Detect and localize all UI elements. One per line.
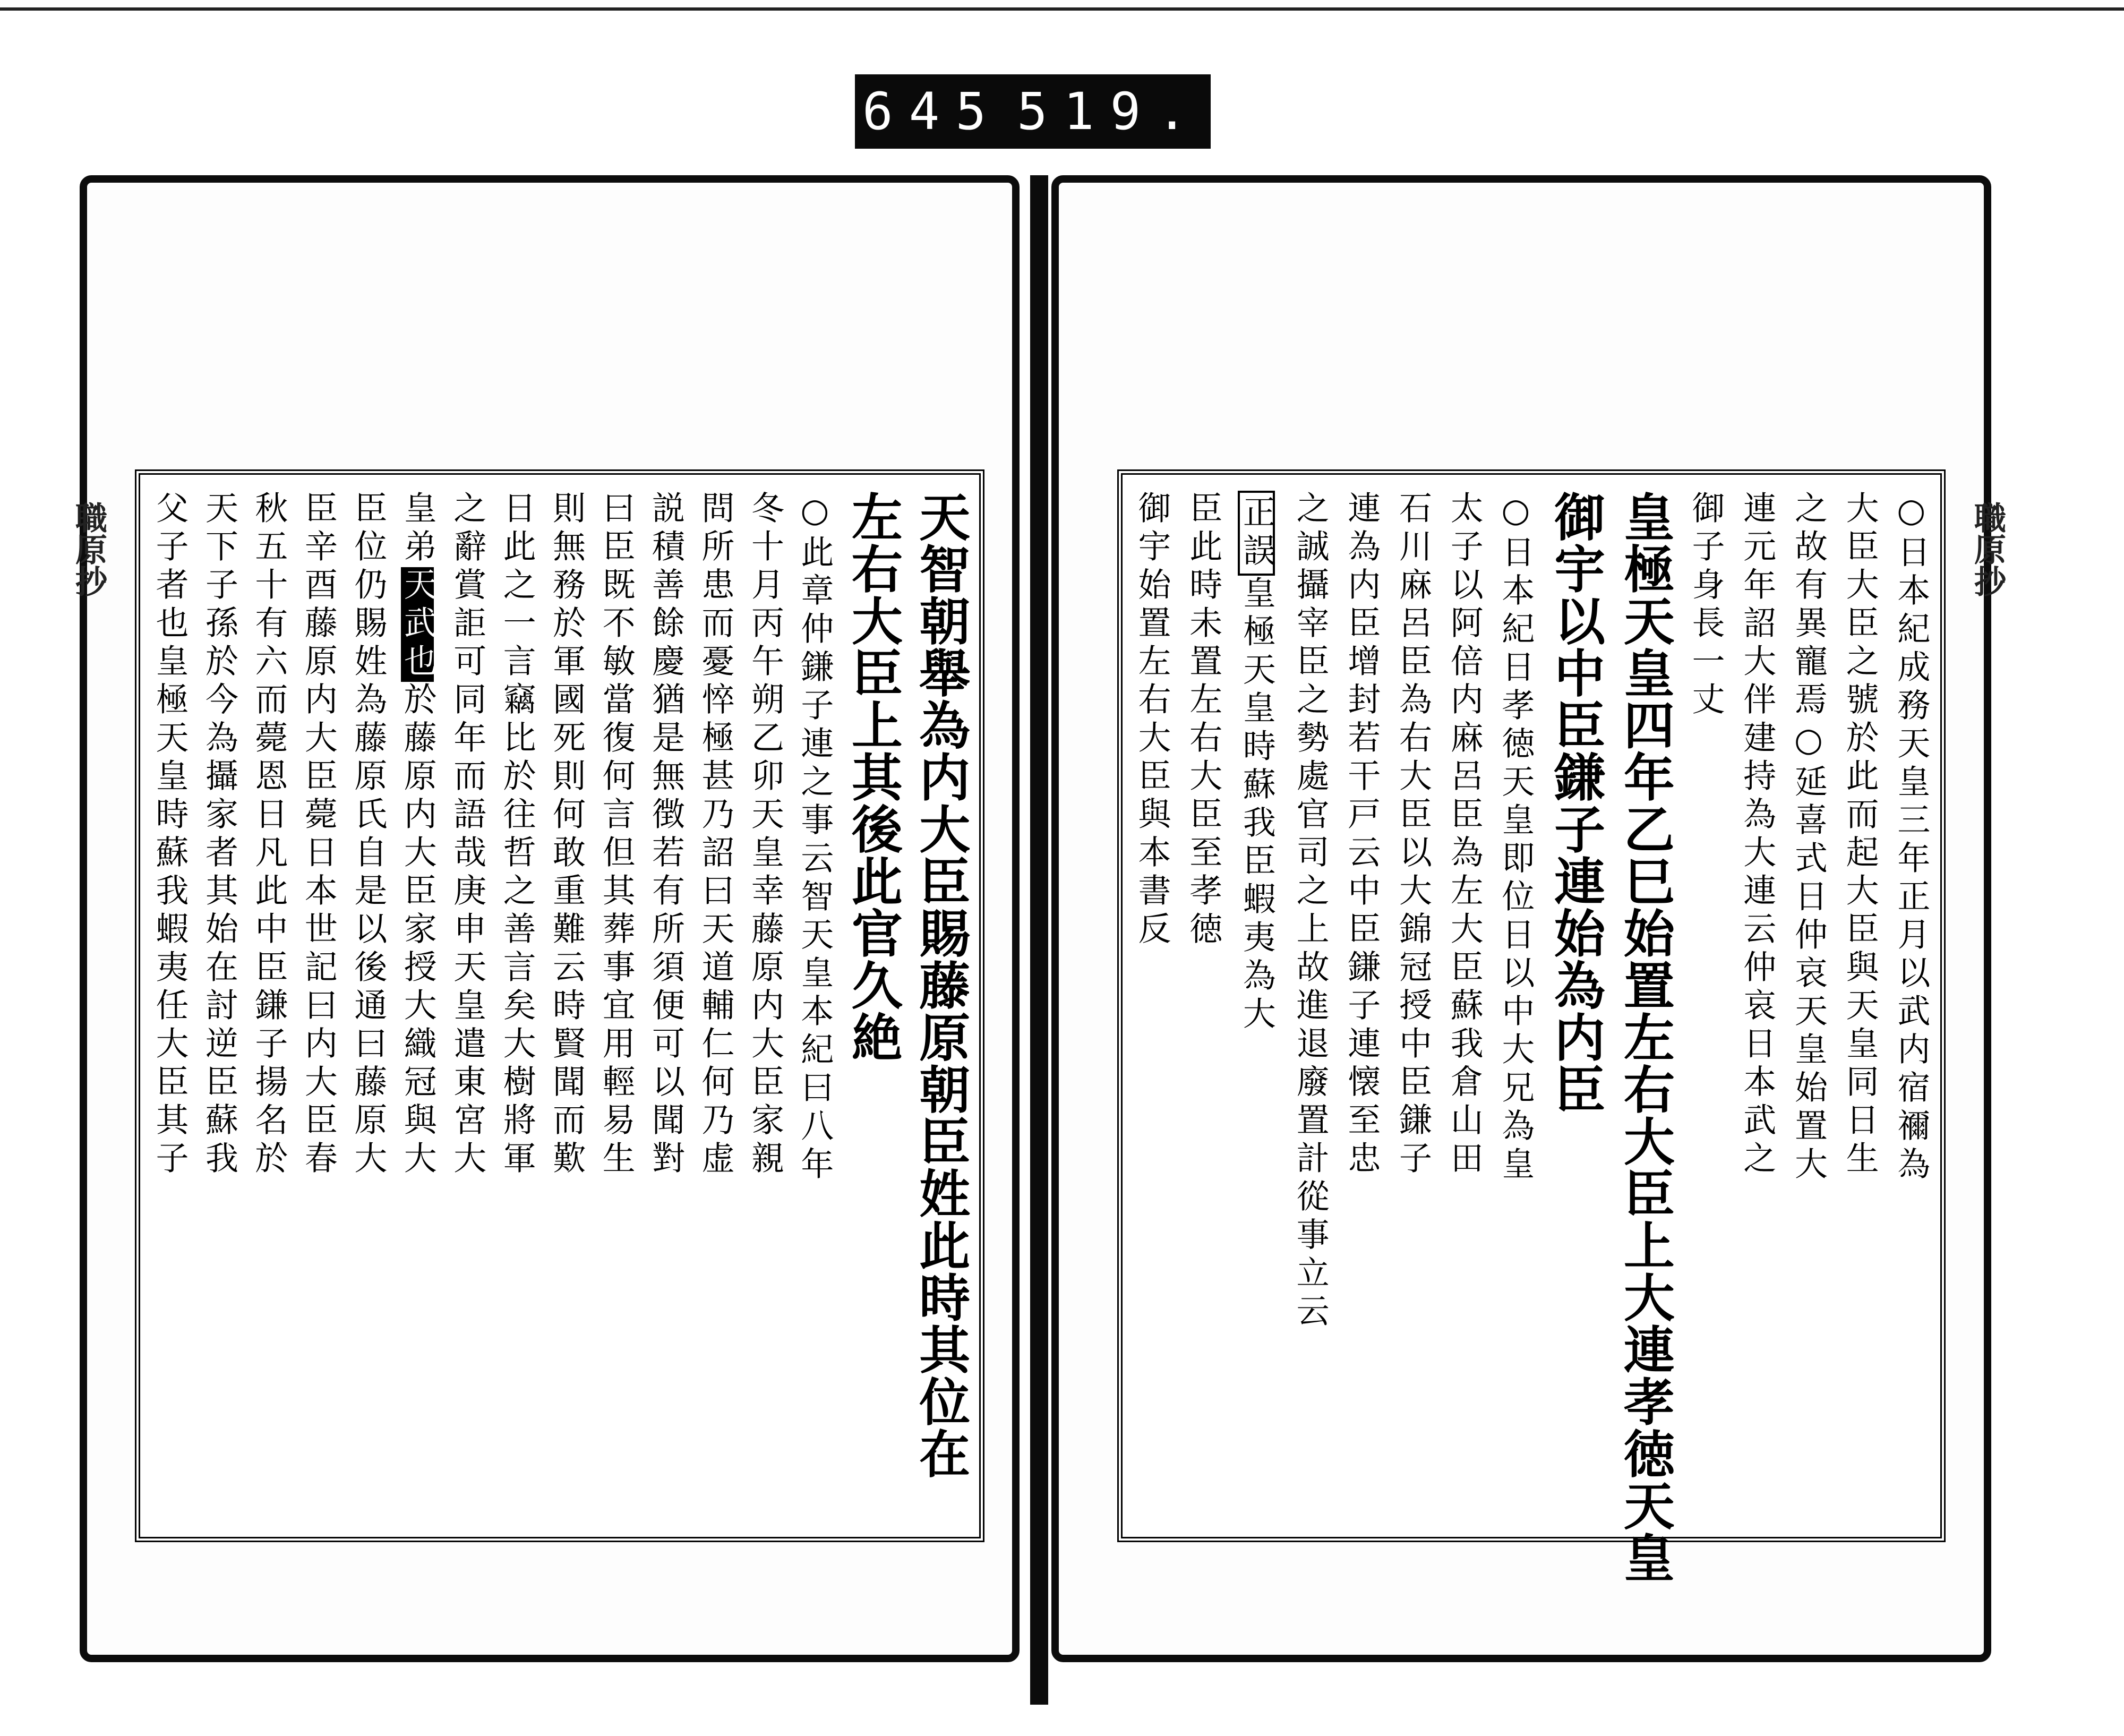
commentary-column: 父子者也皇極天皇時蘇我蝦夷任大臣其子	[150, 491, 189, 1179]
commentary-column: 御子身長一丈	[1686, 491, 1726, 720]
commentary-column: 大臣大臣之號於此而起大臣與天皇同日生	[1840, 491, 1880, 1179]
commentary-column: ○此章仲鎌子連之事云智天皇本紀曰八年	[795, 491, 834, 1185]
commentary-column: 曰臣既不敏當復何言但其葬事宜用輕易生	[597, 491, 636, 1179]
commentary-column: ○日本紀日孝徳天皇即位日以中大兄為皇	[1496, 491, 1535, 1185]
commentary-column: 日此之一言竊比於往哲之善言矣大樹將軍	[498, 491, 537, 1179]
commentary-column: 之誠攝宰臣之勢處官司之上故進退廢置計從事立云	[1291, 491, 1330, 1332]
right-margin-mark: 職原抄	[1969, 501, 2006, 597]
commentary-column: 秋五十有六而薨恩日凡此中臣鎌子揚名於	[249, 491, 288, 1179]
correction-box: 正誤	[1238, 491, 1275, 576]
commentary-column: 説積善餘慶猶是無徴若有所須便可以聞對	[646, 491, 686, 1179]
commentary-column: 之辭賞詎可同年而語哉庚申天皇遣東宮大	[448, 491, 487, 1179]
commentary-column: 石川麻呂臣為右大臣以大錦冠授中臣鎌子	[1393, 491, 1433, 1179]
commentary-column: 太子以阿倍内麻呂臣為左大臣蘇我倉山田	[1445, 491, 1484, 1179]
left-margin-mark: 職原抄	[70, 501, 107, 597]
seal-annotation: 天武也	[398, 567, 438, 682]
left-page	[70, 175, 1020, 1662]
archive-number-right: 519.	[1016, 82, 1204, 141]
commentary-column: 連為内臣增封若干戸云中臣鎌子連懐至忠	[1342, 491, 1381, 1179]
commentary-column: 皇弟天武也於藤原内大臣家授大織冠與大	[398, 491, 438, 1179]
archive-label	[855, 74, 1211, 149]
main-text-column: 御宇以中臣鎌子連始為内臣	[1546, 491, 1606, 1115]
commentary-column: 則無務於軍國死則何敢重難云時賢聞而歎	[547, 491, 586, 1179]
right-text-frame	[1117, 469, 1946, 1584]
commentary-column: 臣辛酉藤原内大臣薨日本世記曰内大臣春	[299, 491, 338, 1179]
right-columns	[1133, 491, 1931, 1584]
left-text-frame	[135, 469, 984, 1542]
commentary-column: 天下子孫於今為攝家者其始在討逆臣蘇我	[200, 491, 239, 1179]
archive-number-left: 645	[862, 82, 1003, 141]
commentary-column: 正誤皇極天皇時蘇我臣蝦夷為大	[1238, 491, 1275, 1521]
commentary-column: ○日本紀成務天皇三年正月以武内宿禰為	[1891, 491, 1931, 1185]
commentary-column: 問所患而憂悴極甚乃詔曰天道輔仁何乃虚	[696, 491, 735, 1179]
commentary-column: 臣位仍賜姓為藤原氏自是以後通曰藤原大	[348, 491, 388, 1179]
left-columns	[150, 491, 971, 1521]
commentary-column: 御宇始置左右大臣與本書反	[1133, 491, 1171, 950]
book-spine	[1030, 175, 1048, 1705]
commentary-column: 之故有異寵焉○延喜式日仲哀天皇始置大	[1789, 491, 1828, 1185]
main-text-column: 左右大臣上其後此官久絶	[843, 491, 904, 1063]
right-page	[1051, 175, 2006, 1662]
open-book	[70, 175, 2012, 1705]
commentary-column: 臣此時未置左右大臣至孝徳	[1184, 491, 1223, 950]
commentary-column: 冬十月丙午朔乙卯天皇幸藤原内大臣家親	[746, 491, 785, 1179]
main-text-column: 皇極天皇四年乙巳始置左右大臣上大連孝徳天皇	[1615, 491, 1676, 1584]
commentary-column: 連元年詔大伴建持為大連云仲哀日本武之	[1737, 491, 1777, 1179]
main-text-column: 天智朝舉為内大臣賜藤原朝臣姓此時其位在	[911, 491, 971, 1480]
scan-top-edge	[0, 7, 2124, 11]
